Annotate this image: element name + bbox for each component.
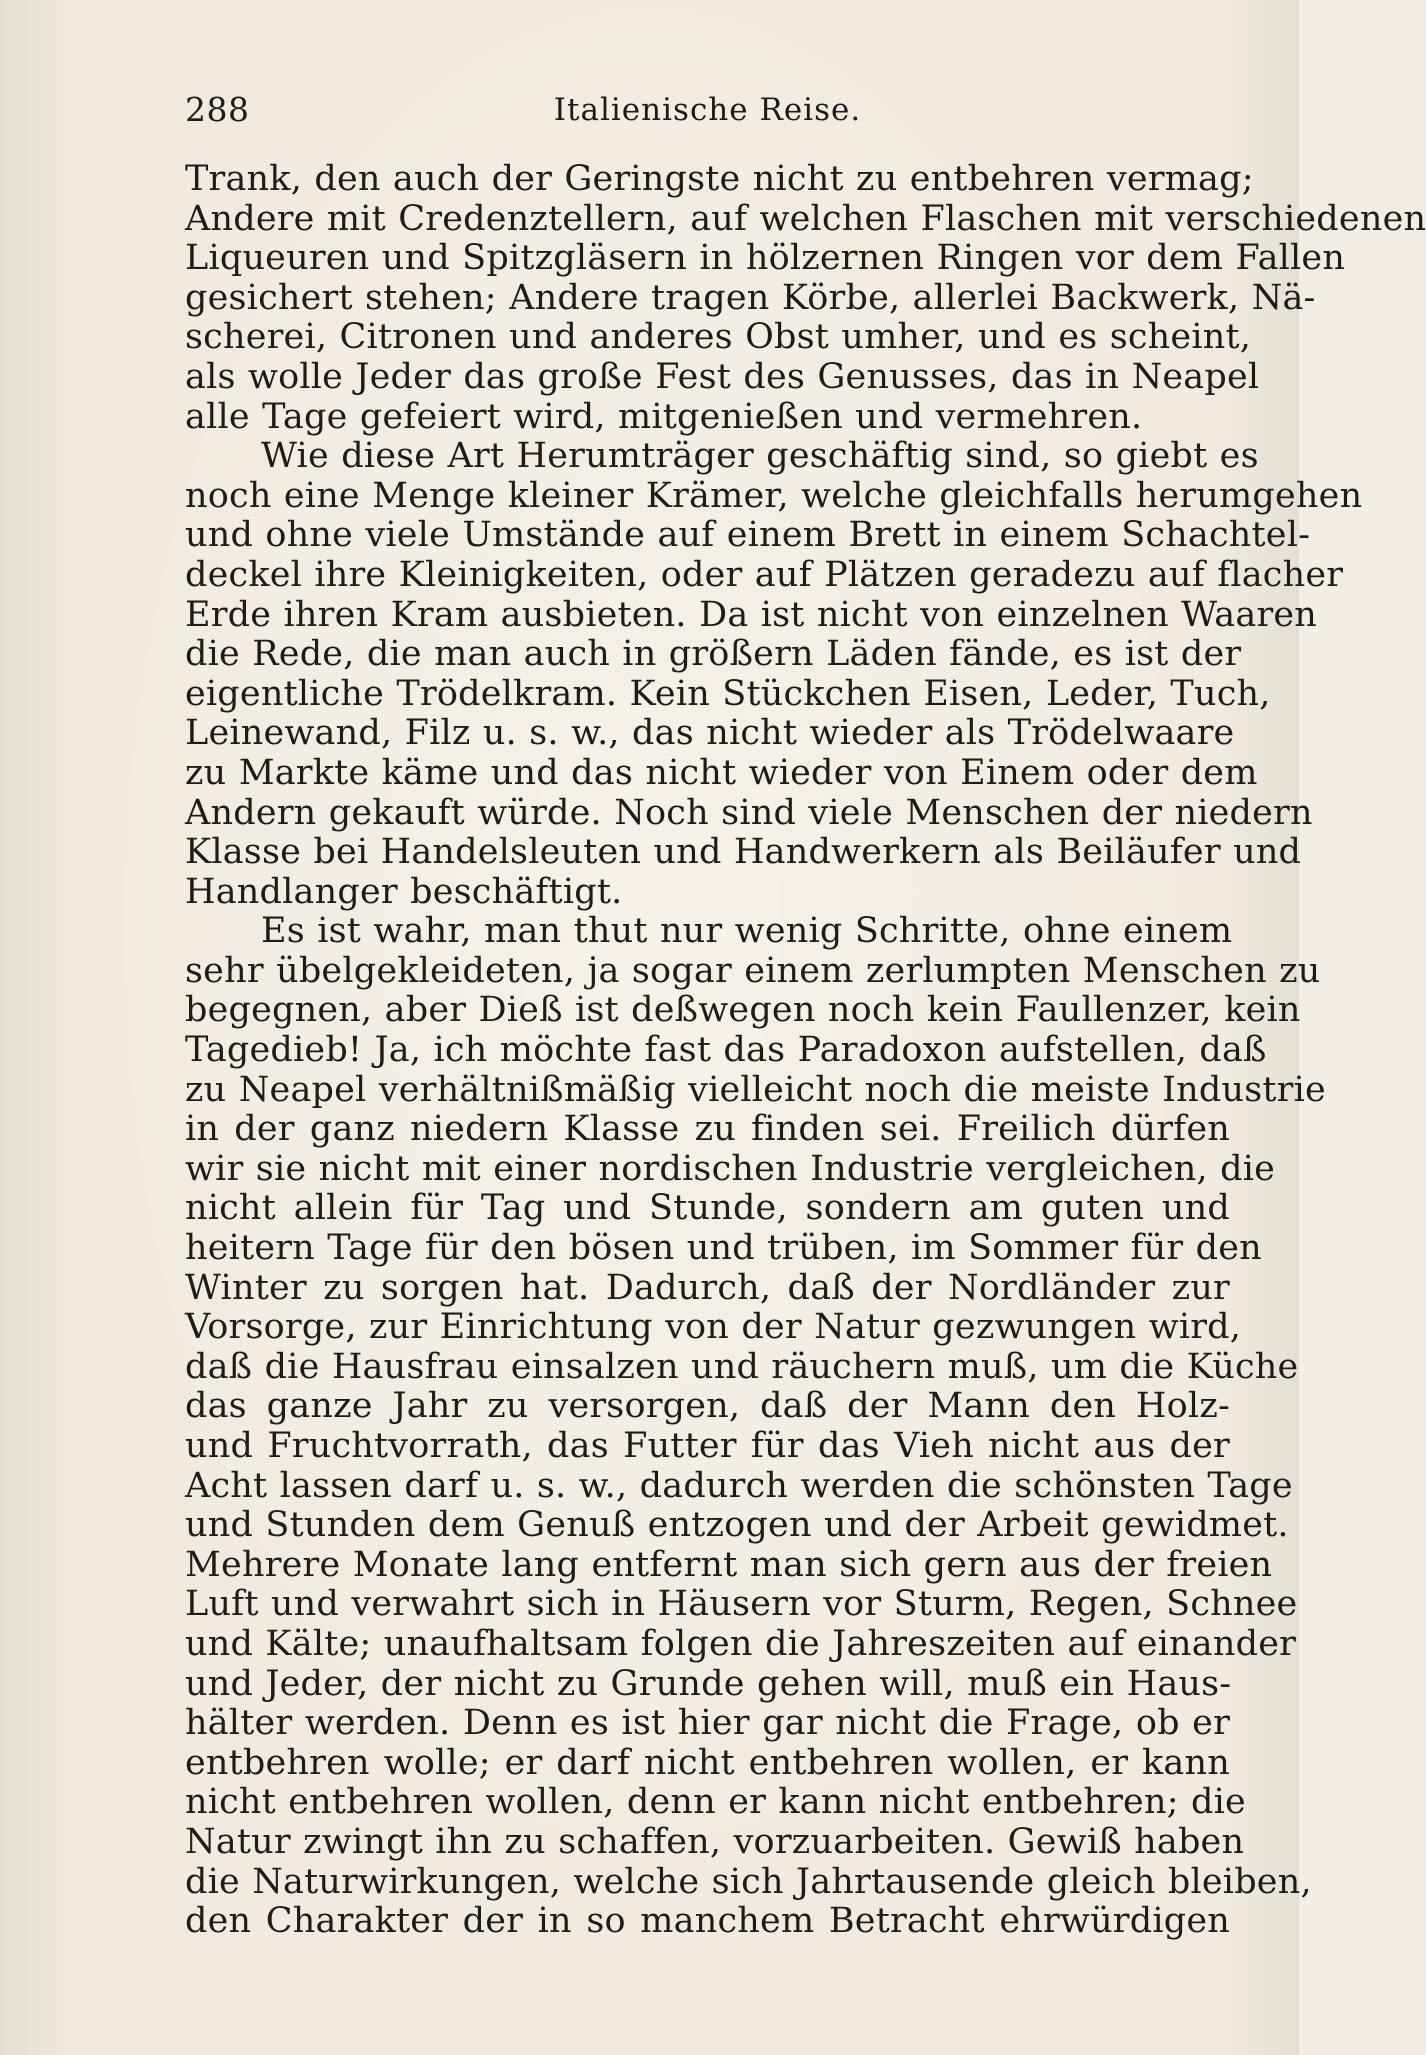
text-line: nicht allein für Tag und Stunde, sondern am guten und — [185, 1188, 1230, 1229]
text-line: Tagedieb! Ja, ich möchte fast das Paradoxon aufstellen, daß — [185, 1030, 1267, 1071]
text-line: Winter zu sorgen hat. Dadurch, daß der Nordländer zur — [185, 1267, 1230, 1308]
text-line: in der ganz niedern Klasse zu finden sei. Freilich dürfen — [185, 1109, 1230, 1150]
text-line: gesichert stehen; Andere tragen Körbe, allerlei Backwerk, Nä- — [185, 277, 1316, 318]
text-line: begegnen, aber Dieß ist deßwegen noch kein Faullenzer, kein — [185, 990, 1301, 1031]
text-line: Wie diese Art Herumträger geschäftig sind, so giebt es — [261, 436, 1259, 477]
text-line: das ganze Jahr zu versorgen, daß der Mann den Holz- — [185, 1386, 1230, 1427]
page-number: 288 — [185, 90, 250, 129]
text-line: Andere mit Credenztellern, auf welchen Flaschen mit verschiedenen — [185, 198, 1426, 239]
text-line: und Fruchtvorrath, das Futter für das Vieh nicht aus der — [185, 1426, 1230, 1466]
text-line: wir sie nicht mit einer nordischen Industrie vergleichen, die — [185, 1148, 1276, 1189]
text-line: die Naturwirkungen, welche sich Jahrtausende gleich bleiben, — [185, 1861, 1312, 1902]
text-line: nicht entbehren wollen, denn er kann nicht entbehren; die — [185, 1782, 1246, 1823]
text-line: alle Tage gefeiert wird, mitgenießen und vermehren. — [185, 396, 1143, 437]
page-header — [185, 84, 1230, 136]
text-line: und Jeder, der nicht zu Grunde gehen will, muß ein Haus- — [185, 1663, 1232, 1704]
text-line: hälter werden. Denn es ist hier gar nicht die Frage, ob er — [185, 1703, 1230, 1744]
text-line: Klasse bei Handelsleuten und Handwerkern als Beiläufer und — [185, 832, 1302, 873]
text-line: als wolle Jeder das große Fest des Genusses, das in Neapel — [185, 356, 1260, 397]
text-line: und ohne viele Umstände auf einem Brett in einem Schachtel- — [185, 515, 1311, 556]
text-line: Liqueuren und Spitzgläsern in hölzernen Ringen vor dem Fallen — [185, 238, 1346, 279]
text-line: Acht lassen darf u. s. w., dadurch werden die schönsten Tage — [185, 1465, 1293, 1506]
text-line: Mehrere Monate lang entfernt man sich gern aus der freien — [185, 1544, 1273, 1585]
text-line: Leinewand, Filz u. s. w., das nicht wieder als Trödelwaare — [185, 713, 1235, 754]
text-line: scherei, Citronen und anderes Obst umher, und es scheint, — [185, 317, 1252, 358]
text-line: sehr übelgekleideten, ja sogar einem zerlumpten Menschen zu — [185, 950, 1321, 991]
text-line: Erde ihren Kram ausbieten. Da ist nicht von einzelnen Waaren — [185, 594, 1318, 635]
text-line: zu Markte käme und das nicht wieder von Einem oder dem — [185, 752, 1258, 793]
text-line: eigentliche Trödelkram. Kein Stückchen Eisen, Leder, Tuch, — [185, 673, 1271, 714]
text-line: Andern gekauft würde. Noch sind viele Menschen der niedern — [185, 792, 1313, 833]
text-line: zu Neapel verhältnißmäßig vielleicht noch die meiste Industrie — [185, 1069, 1326, 1110]
text-line: noch eine Menge kleiner Krämer, welche gleichfalls herumgehen — [185, 475, 1363, 516]
text-line: heitern Tage für den bösen und trüben, im Sommer für den — [185, 1228, 1262, 1269]
body-text — [185, 159, 1426, 1942]
text-line: daß die Hausfrau einsalzen und räuchern muß, um die Küche — [185, 1346, 1299, 1387]
text-line: Luft und verwahrt sich in Häusern vor Sturm, Regen, Schnee — [185, 1584, 1298, 1625]
text-line: deckel ihre Kleinigkeiten, oder auf Plätzen geradezu auf flacher — [185, 554, 1344, 595]
text-line: Handlanger beschäftigt. — [185, 871, 623, 912]
text-line: entbehren wolle; er darf nicht entbehren wollen, er kann — [185, 1742, 1230, 1783]
text-line: und Kälte; unaufhaltsam folgen die Jahreszeiten auf einander — [185, 1623, 1297, 1664]
text-line: die Rede, die man auch in größern Läden fände, es ist der — [185, 634, 1242, 675]
text-line: den Charakter der in so manchem Betracht ehrwürdigen — [185, 1901, 1230, 1942]
text-line: Vorsorge, zur Einrichtung von der Natur gezwungen wird, — [185, 1307, 1242, 1348]
text-line: und Stunden dem Genuß entzogen und der Arbeit gewidmet. — [185, 1505, 1289, 1546]
text-line: Natur zwingt ihn zu schaffen, vorzuarbeiten. Gewiß haben — [185, 1821, 1245, 1862]
running-title: Italienische Reise. — [553, 92, 862, 128]
text-line: Trank, den auch der Geringste nicht zu entbehren vermag; — [185, 159, 1254, 199]
text-line: Es ist wahr, man thut nur wenig Schritte, ohne einem — [261, 911, 1233, 952]
